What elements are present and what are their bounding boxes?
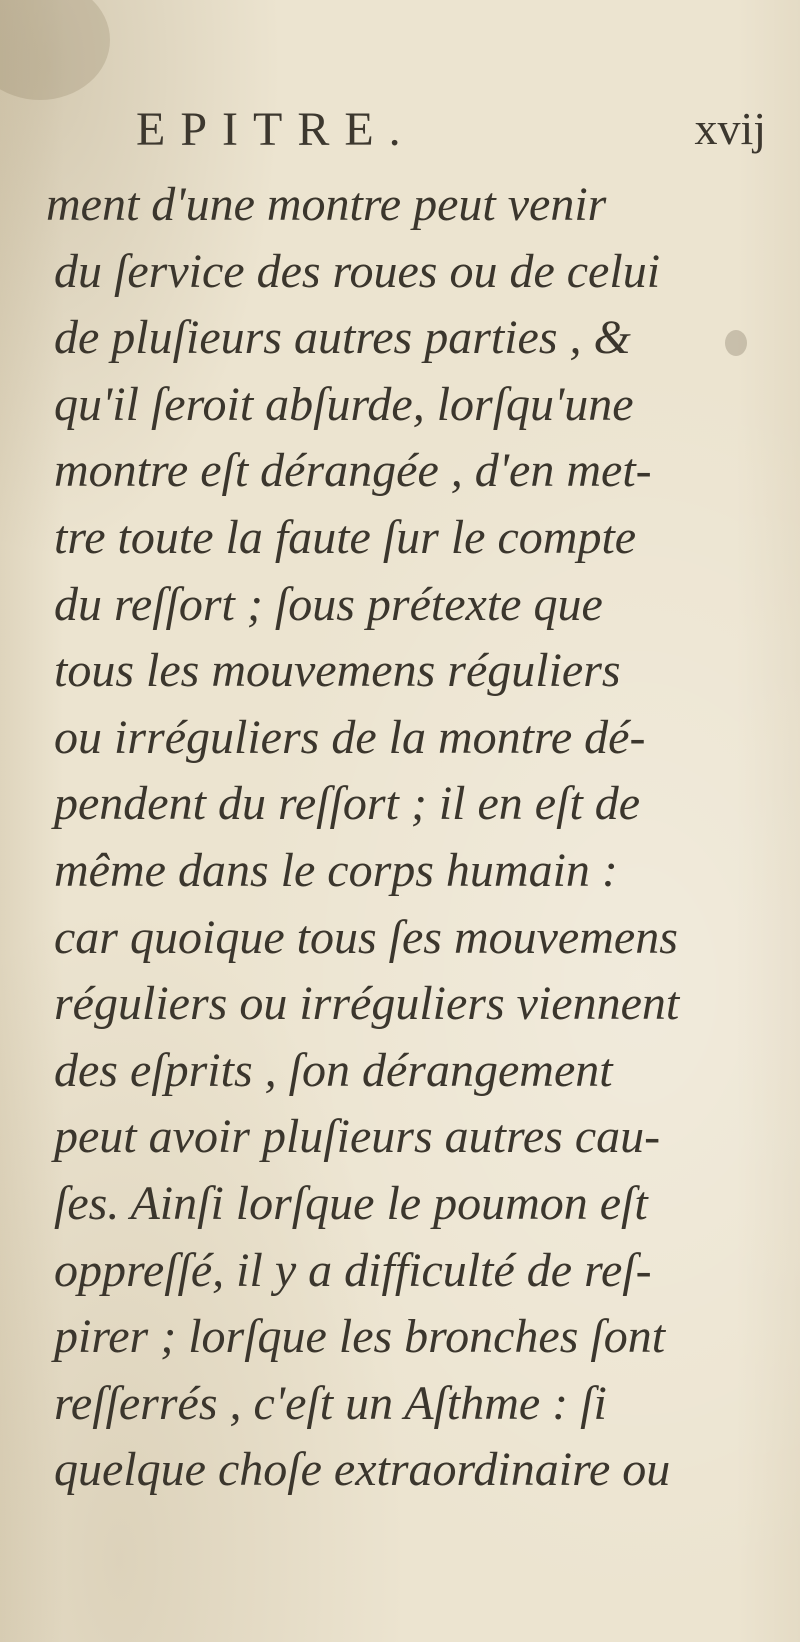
text-line: ment d'une montre peut venir: [46, 178, 607, 231]
page-number: xvij: [694, 103, 766, 154]
text-line: pirer ; lorſque les bronches ſont: [54, 1310, 666, 1364]
text-line: reſſerrés , c'eſt un Aſthme : ſi: [54, 1376, 607, 1430]
text-line: tous les mouvemens réguliers: [54, 644, 621, 698]
text-line: oppreſſé, il y a difficulté de reſ-: [54, 1243, 652, 1297]
text-line: quelque choſe extraordinaire ou: [54, 1443, 671, 1497]
page-header: [136, 102, 776, 162]
paper-stain: [0, 0, 110, 100]
text-line: même dans le corps humain :: [54, 843, 618, 897]
text-line: tre toute la faute ſur le compte: [54, 510, 637, 564]
text-line: des eſprits , ſon dérangement: [54, 1043, 613, 1097]
text-line: peut avoir pluſieurs autres cau-: [54, 1110, 661, 1164]
text-line: de pluſieurs autres parties , &: [54, 311, 631, 365]
text-line: qu'il ſeroit abſurde, lorſqu'une: [54, 377, 634, 431]
text-line: ſes. Ainſi lorſque le poumon eſt: [54, 1176, 648, 1230]
paper-stain: [725, 330, 747, 356]
text-line: pendent du reſſort ; il en eſt de: [54, 777, 641, 831]
running-title: EPITRE.: [136, 103, 416, 156]
body-text: [14, 172, 714, 1504]
text-line: ou irréguliers de la montre dé-: [54, 710, 646, 764]
text-line: réguliers ou irréguliers viennent: [54, 977, 680, 1031]
text-line: du ſervice des roues ou de celui: [54, 244, 661, 298]
text-line: montre eſt dérangée , d'en met-: [54, 444, 652, 498]
text-line: du reſſort ; ſous prétexte que: [54, 577, 603, 631]
text-line: car quoique tous ſes mouvemens: [54, 910, 678, 964]
